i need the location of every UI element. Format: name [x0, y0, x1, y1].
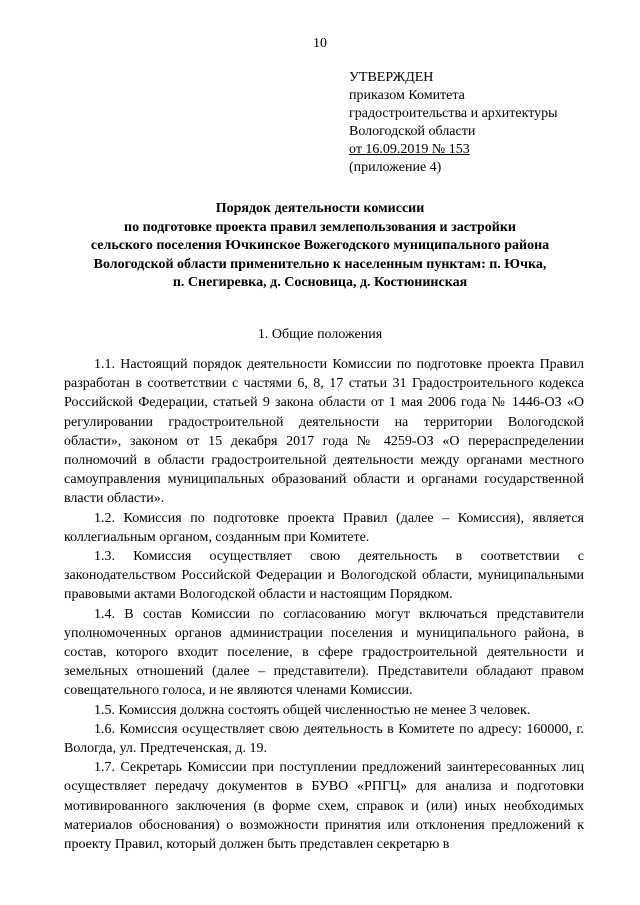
title-line: сельского поселения Ючкинское Вожегодского муниципального района — [90, 238, 550, 253]
paragraph-1-3: 1.3. Комиссия осуществляет свою деятельность в соответствии с законодательством Российской Федерации и Вологодской области, муниципальными правовыми актами Вологодской области и настоящим Порядком. — [64, 549, 584, 603]
section-heading: 1. Общие положения — [257, 327, 383, 342]
approval-region-line: Вологодской области — [349, 124, 476, 139]
paragraph-1-5: 1.5. Комиссия должна состоять общей численностью не менее 3 человек. — [94, 702, 531, 718]
approval-heading: УТВЕРЖДЕН — [349, 70, 434, 85]
approval-stamp — [349, 69, 558, 177]
approval-appendix-note: (приложение 4) — [349, 160, 442, 175]
approval-date-number: от 16.09.2019 № 153 — [349, 142, 470, 157]
title-line: п. Снегиревка, д. Сосновица, д. Костюнинская — [172, 275, 468, 290]
approval-order-line: приказом Комитета — [349, 88, 465, 103]
paragraph-1-1: 1.1. Настоящий порядок деятельности Комиссии по подготовке проекта Правил разработан в соответствии с частями 6, 8, 17 статьи 31 Градостроительного кодекса Российской Федерации, статьей 9 закона области от 1 мая 2006 года № 1446-ОЗ «О регулировании градостроительной деятельности на территории Вологодской области», законом от 15 декабря 2017 года № 4259-ОЗ «О перераспределении полномочий в области градостроительной деятельности между органами местного самоуправления муниципальных образований области и органами государственной власти области». — [64, 357, 584, 507]
title-line: Вологодской области применительно к населенным пунктам: п. Ючка, — [93, 256, 547, 272]
page-number: 10 — [313, 36, 327, 51]
paragraph-1-4: 1.4. В состав Комиссии по согласованию могут включаться представители уполномоченных органов администрации поселения и муниципального района, в состав, которого входит поселение, в сфере градостроительной деятельности и земельных отношений (далее – представители). Представители обладают правом совещательного голоса, и не являются членами Комиссии. — [64, 606, 584, 699]
approval-committee-line: градостроительства и архитектуры — [349, 106, 558, 121]
paragraph-1-6: 1.6. Комиссия осуществляет свою деятельность в Комитете по адресу: 160000, г. Вологда, ул. Предтеченская, д. 19. — [64, 721, 584, 757]
paragraph-1-2: 1.2. Комиссия по подготовке проекта Правил (далее – Комиссия), является коллегиальным органом, созданным при Комитете. — [64, 510, 584, 545]
title-line: по подготовке проекта правил землепользования и застройки — [124, 219, 516, 235]
paragraph-1-7: 1.7. Секретарь Комиссии при поступлении предложений заинтересованных лиц осуществляет передачу документов в БУВО «РПГЦ» для анализа и подготовки мотивированного заключения (в форме схем, справок и (или) иных необходимых материалов обоснования) о возможности принятия или отклонения предложений к проекту Правил, который должен быть представлен секретарю в — [64, 760, 584, 853]
title-line: Порядок деятельности комиссии — [215, 201, 425, 216]
document-title — [30, 200, 610, 293]
document-body — [64, 355, 584, 854]
